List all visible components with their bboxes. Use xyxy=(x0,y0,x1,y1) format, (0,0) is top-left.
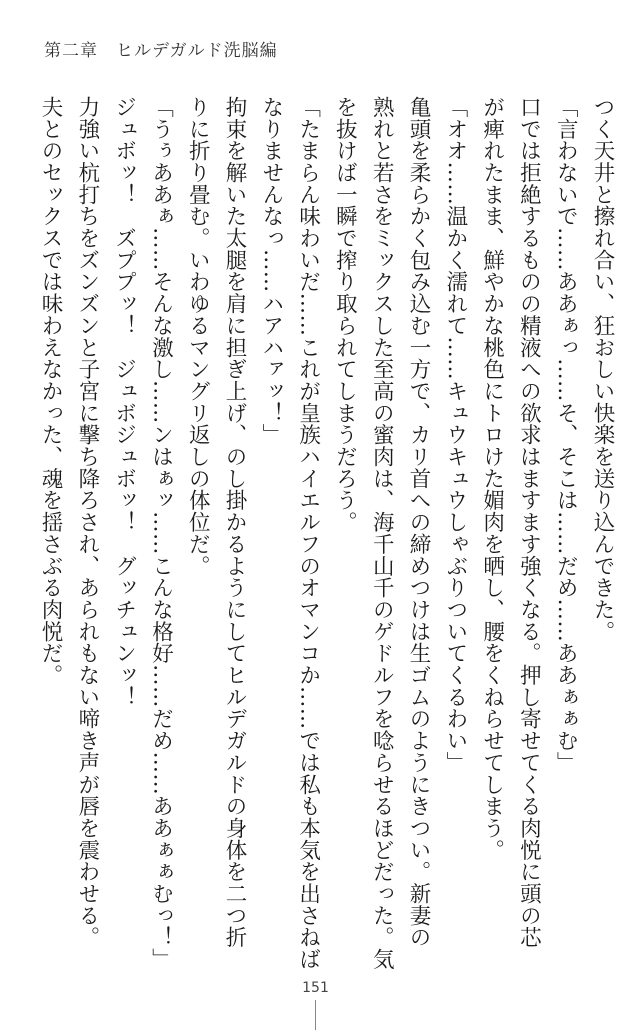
text-line: 夫とのセックスでは味わえなかった、魂を揺さぶる肉悦だ。 xyxy=(38,96,64,686)
text-line: りに折り畳む。いわゆるマングリ返しの体位だ。 xyxy=(185,96,211,577)
body-text xyxy=(38,96,620,970)
text-line: 「たまらん味わいだ……これが皇族ハイエルフのオマンコか……では私も本気を出さねば xyxy=(295,96,321,970)
text-line: なりませんなっ……ハアハァッ！」 xyxy=(258,96,284,446)
text-line: を抜けば一瞬で搾り取られてしまうだろう。 xyxy=(332,96,358,533)
text-line: 口では拒絶するものの精液への欲求はますます強くなる。押し寄せてくる肉悦に頭の芯 xyxy=(516,96,542,949)
text-line: つく天井と擦れ合い、狂おしい快楽を送り込んできた。 xyxy=(590,96,615,643)
text-line: 亀頭を柔らかく包み込む一方で、カリ首への締めつけは生ゴムのようにきつい。新妻の xyxy=(406,96,432,949)
running-header: 第二章 ヒルデガルド洗脳編 xyxy=(44,41,278,61)
text-line: 力強い杭打ちをズンズンと子宮に撃ち降ろされ、あられもない啼き声が唇を震わせる。 xyxy=(74,96,100,949)
text-line: 拘束を解いた太腿を肩に担ぎ上げ、のし掛かるようにしてヒルデガルドの身体を二つ折 xyxy=(222,96,248,949)
text-line: が痺れたまま、鮮やかな桃色にトロけた媚肉を晒し、腰をくねらせてしまう。 xyxy=(479,96,505,861)
text-line: 熟れと若さをミックスした至高の蜜肉は、海千山千のゲドルフを唸らせるほどだった。気 xyxy=(369,96,395,970)
page-number: 151 xyxy=(302,980,329,996)
text-line: ジュボッ！ ズププッ！ ジュボジュボッ！ グッチュンッ！ xyxy=(111,96,137,708)
text-line: 「うぅああぁ……そんな激し……ンはぁッ……こんな格好……だめ……ああぁぁむっ！」 xyxy=(148,96,174,970)
page-number-rule xyxy=(315,1000,316,1030)
text-line: 「オオ……温かく濡れて……キュウキュウしゃぶりついてくるわい」 xyxy=(442,96,468,774)
text-line: 「言わないで……ああぁっ……そ、そこは……だめ……ああぁぁむ」 xyxy=(553,96,579,774)
